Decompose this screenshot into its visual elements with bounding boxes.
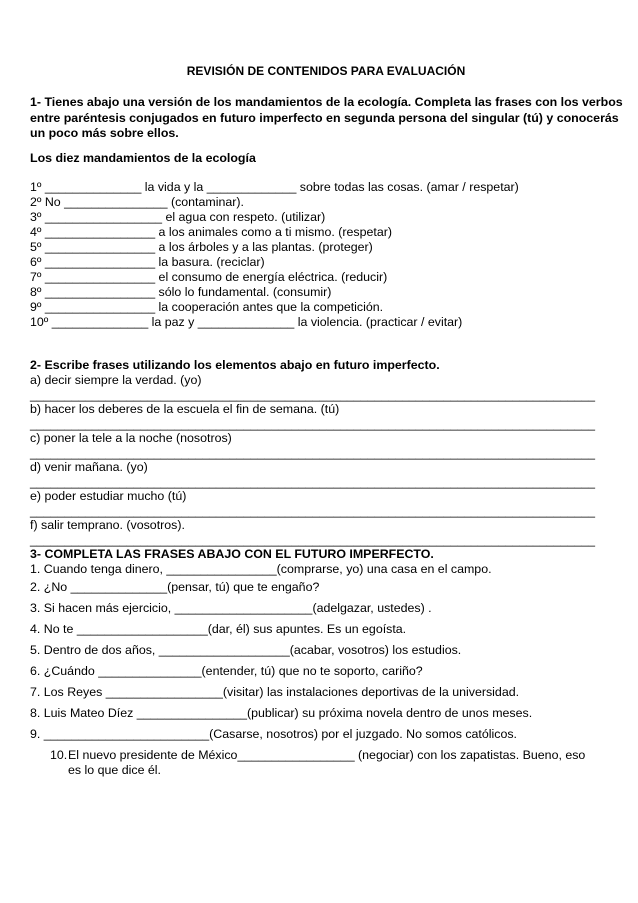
commandment-9: 9º ________________ la cooperación antes que la competición. bbox=[30, 300, 384, 314]
commandment-8: 8º ________________ sólo lo fundamental. (consumir) bbox=[30, 285, 332, 299]
answer-line-f: __________________________________________________________________________________ bbox=[30, 533, 596, 547]
answer-line-d: __________________________________________________________________________________ bbox=[30, 475, 596, 489]
sentence-prompt-e: e) poder estudiar mucho (tú) bbox=[30, 489, 187, 503]
exercise-item-8: 8. Luis Mateo Díez ________________(publicar) su próxima novela dentro de unos meses. bbox=[30, 706, 533, 720]
page-title: REVISIÓN DE CONTENIDOS PARA EVALUACIÓN bbox=[186, 64, 466, 78]
commandment-10: 10º ______________ la paz y ______________ la violencia. (practicar / evitar) bbox=[30, 315, 463, 329]
section2-instruction: 2- Escribe frases utilizando los elementos abajo en futuro imperfecto. bbox=[30, 358, 440, 372]
exercise-item-9: 9. ________________________(Casarse, nosotros) por el juzgado. No somos católicos. bbox=[30, 727, 517, 741]
commandment-1: 1º ______________ la vida y la _____________ sobre todas las cosas. (amar / respetar) bbox=[30, 180, 519, 194]
sentence-prompt-f: f) salir temprano. (vosotros). bbox=[30, 518, 185, 532]
answer-line-e: __________________________________________________________________________________ bbox=[30, 504, 596, 518]
exercise-item-2: 2. ¿No ______________(pensar, tú) que te engaño? bbox=[30, 580, 320, 594]
exercise-item-7: 7. Los Reyes _________________(visitar) las instalaciones deportivas de la universidad. bbox=[30, 685, 520, 699]
sentence-prompt-d: d) venir mañana. (yo) bbox=[30, 460, 148, 474]
answer-line-a: __________________________________________________________________________________ bbox=[30, 388, 596, 402]
exercise-item-1: 1. Cuando tenga dinero, ________________(comprarse, yo) una casa en el campo. bbox=[30, 562, 492, 576]
commandment-7: 7º ________________ el consumo de energía eléctrica. (reducir) bbox=[30, 270, 388, 284]
commandment-3: 3º _________________ el agua con respeto. (utilizar) bbox=[30, 210, 326, 224]
exercise-item-5: 5. Dentro de dos años, ___________________(acabar, vosotros) los estudios. bbox=[30, 643, 462, 657]
exercise-item-6: 6. ¿Cuándo _______________(entender, tú) que no te soporto, cariño? bbox=[30, 664, 423, 678]
exercise-item-3: 3. Si hacen más ejercicio, ____________________(adelgazar, ustedes) . bbox=[30, 601, 432, 615]
section1-instruction: 1- Tienes abajo una versión de los mandamientos de la ecología. Completa las frases con los verbos entre paréntesis conjugados en futuro imperfecto en segunda persona del singular (tú) y conocerás un poco más sobre ellos. bbox=[30, 95, 623, 140]
answer-line-b: __________________________________________________________________________________ bbox=[30, 417, 596, 431]
sentence-prompt-c: c) poner la tele a la noche (nosotros) bbox=[30, 431, 232, 445]
sentence-prompt-a: a) decir siempre la verdad. (yo) bbox=[30, 373, 202, 387]
section1-subtitle: Los diez mandamientos de la ecología bbox=[30, 151, 256, 165]
exercise-item-10-text-line2: es lo que dice él. bbox=[68, 763, 161, 777]
exercise-item-10-number: 10. bbox=[50, 748, 68, 762]
exercise-item-10-text-line1: El nuevo presidente de México_________________ (negociar) con los zapatistas. Bueno, eso bbox=[68, 748, 586, 762]
exercise-item-4: 4. No te ___________________(dar, él) sus apuntes. Es un egoísta. bbox=[30, 622, 407, 636]
exercise-item-10 bbox=[50, 748, 585, 763]
answer-line-c: __________________________________________________________________________________ bbox=[30, 446, 596, 460]
commandment-6: 6º ________________ la basura. (reciclar) bbox=[30, 255, 265, 269]
section3-instruction: 3- COMPLETA LAS FRASES ABAJO CON EL FUTURO IMPERFECTO. bbox=[30, 547, 434, 561]
commandment-4: 4º ________________ a los animales como a ti mismo. (respetar) bbox=[30, 225, 392, 239]
commandment-2: 2º No _______________ (contaminar). bbox=[30, 195, 244, 209]
sentence-prompt-b: b) hacer los deberes de la escuela el fin de semana. (tú) bbox=[30, 402, 340, 416]
commandment-5: 5º ________________ a los árboles y a las plantas. (proteger) bbox=[30, 240, 373, 254]
